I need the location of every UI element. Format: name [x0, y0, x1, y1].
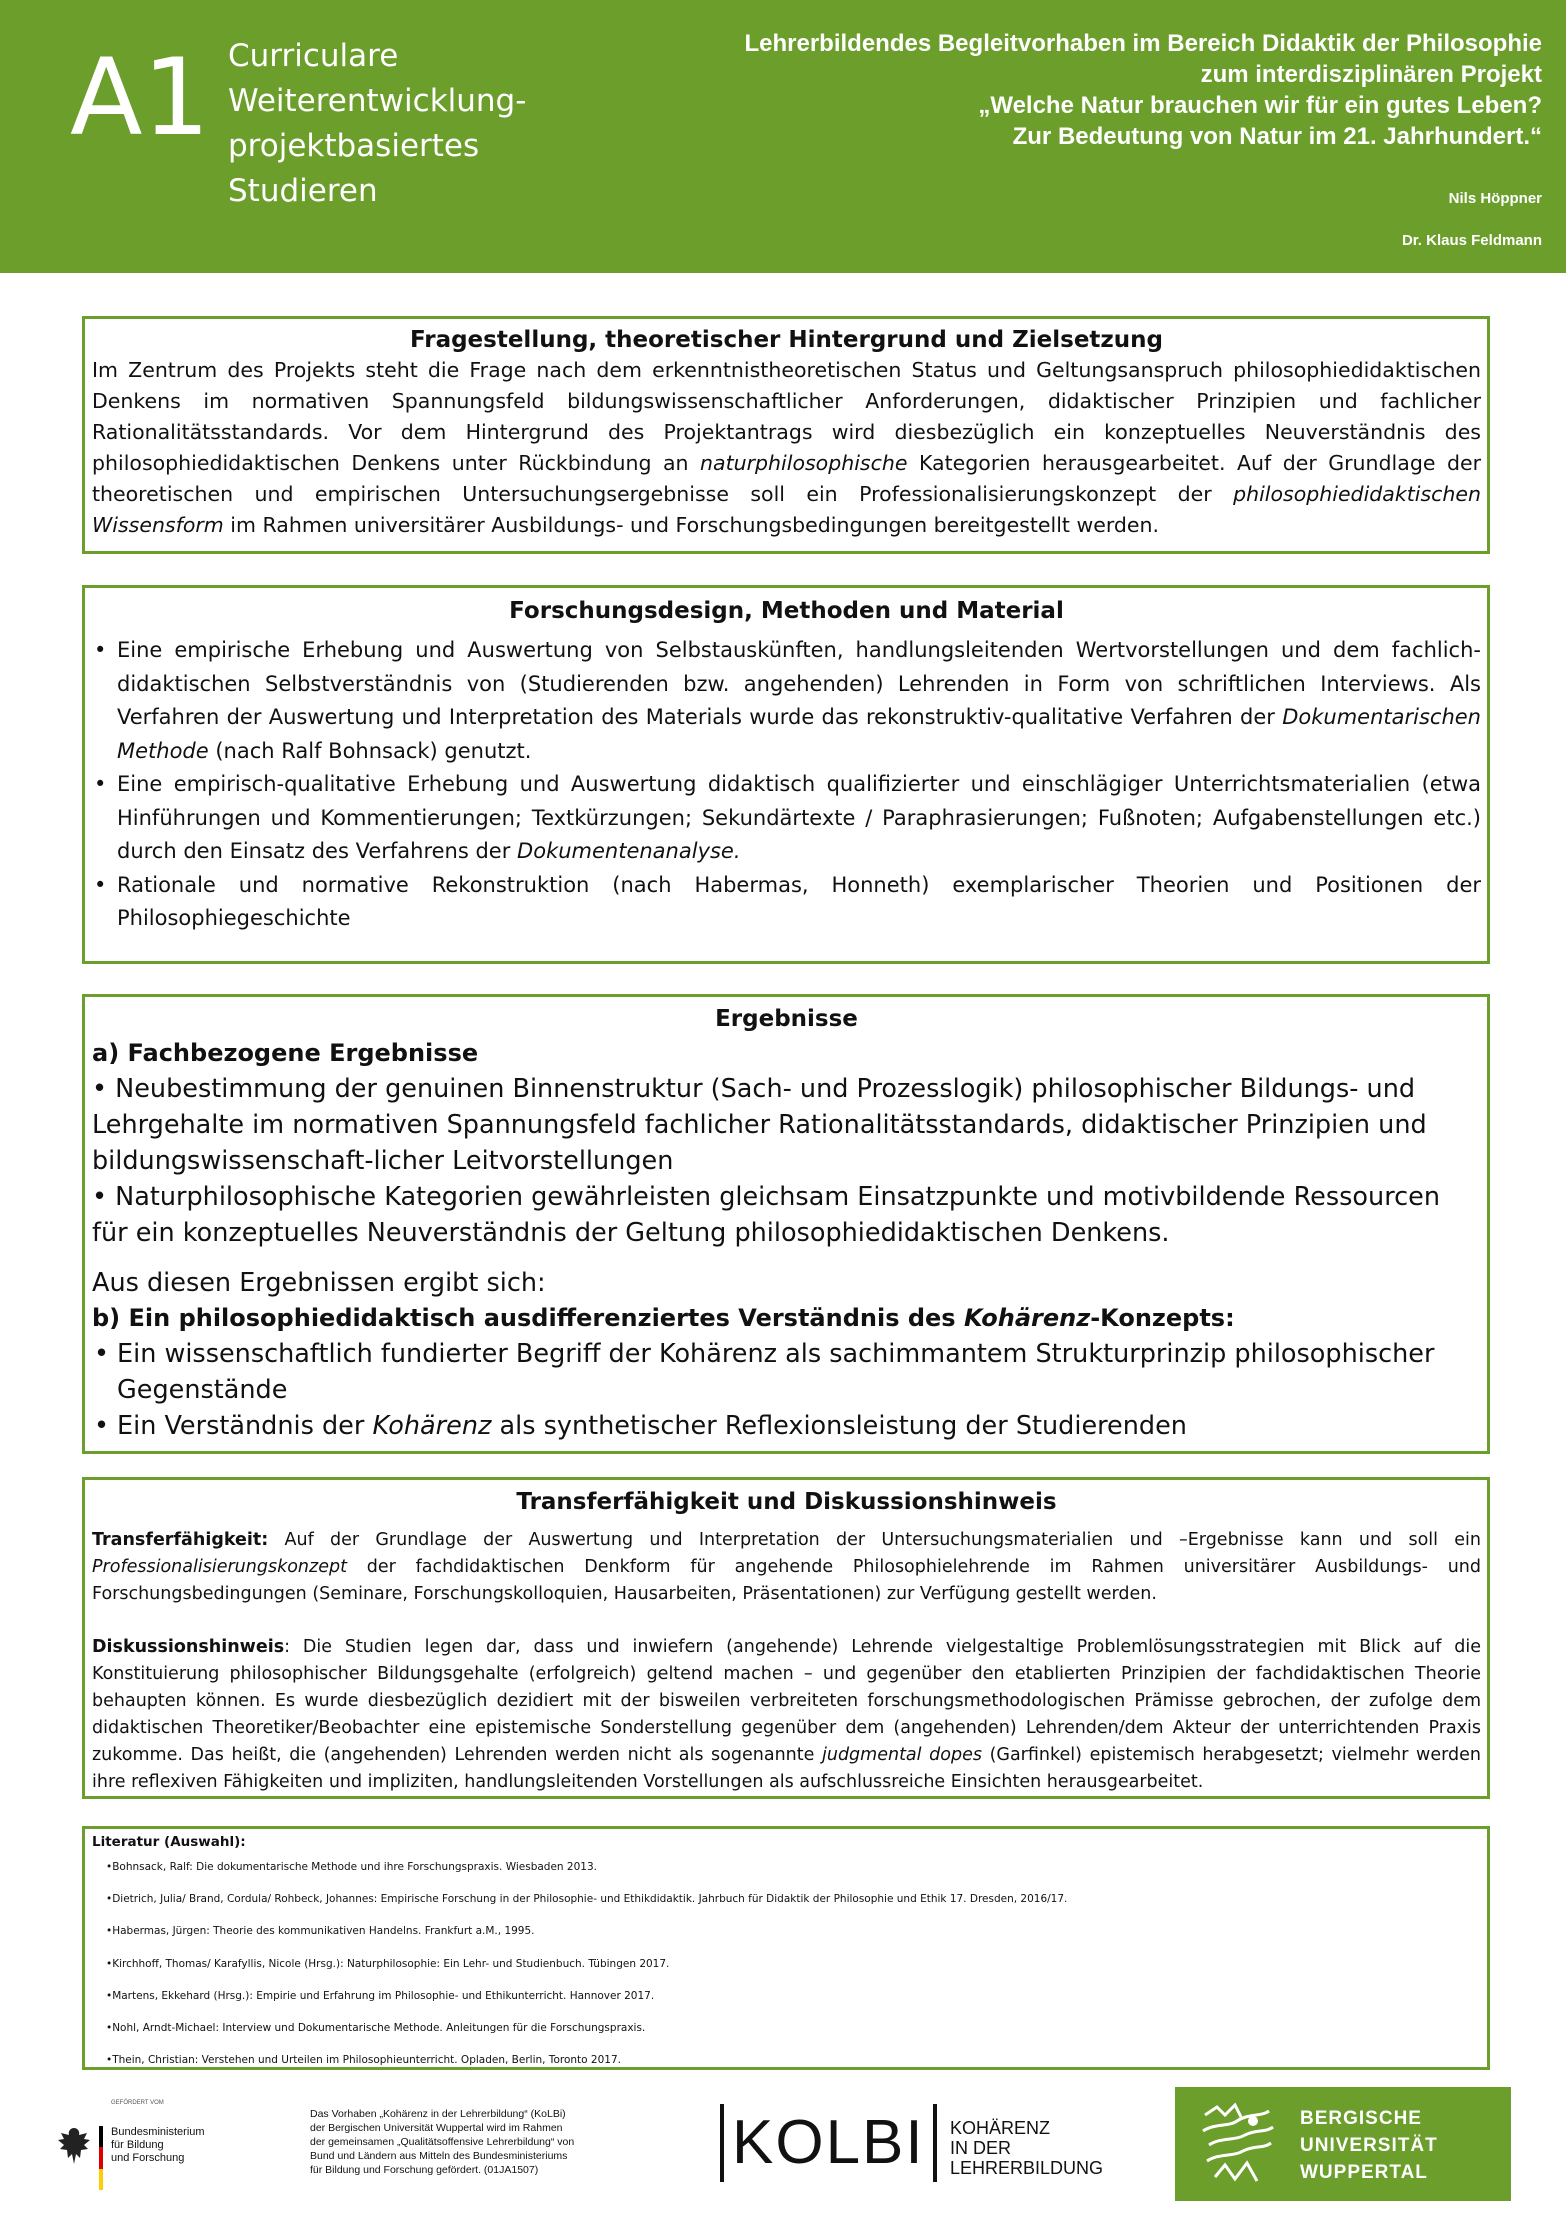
funding-note-line: der Bergischen Universität Wuppertal wird im Rahmen	[310, 2122, 563, 2134]
results-paragraph: • Naturphilosophische Kategorien gewährleisten gleichsam Einsatzpunkte und motivbildende Ressourcen für ein konzeptuelles Neuverständnis der Geltung philosophiedidaktischen Denkens.	[92, 1182, 1440, 1248]
body-text: Ein Verständnis der	[117, 1411, 373, 1441]
literature-item: •Nohl, Arndt-Michael: Interview und Dokumentarische Methode. Anleitungen für die Forschungspraxis.	[106, 2021, 646, 2034]
section-results	[82, 994, 1490, 1454]
body-text: Eine empirische Erhebung und Auswertung von Selbstauskünften, handlungsleitenden Wertvorstellungen und dem fachlich-didaktischen Selbstverständnis von (Studierenden bzw. angehenden) Lehrenden in Form von schriftlichen Interviews. Als Verfahren der Auswertung und Interpretation des Materials wurde das rekonstruktiv-qualitative Verfahren der	[117, 638, 1481, 729]
university-name-line: UNIVERSITÄT	[1300, 2135, 1438, 2156]
kolbi-tagline-line: IN DER	[950, 2138, 1012, 2158]
subtitle-line: projektbasiertes	[228, 128, 480, 164]
subtitle-line: Studieren	[228, 173, 378, 209]
list-item: • Ein wissenschaftlich fundierter Begriff der Kohärenz als sachimmantem Strukturprinzip philosophischer Gegenstände	[92, 1336, 1481, 1408]
body-emphasis: Dokumentarischen Methode	[117, 705, 1481, 763]
kolbi-wordmark: KOLBI	[720, 2104, 937, 2182]
bmbf-name-line: Bundesministerium	[111, 2126, 205, 2138]
section-methods	[82, 585, 1490, 964]
body-text: : Die Studien legen dar, dass und inwiefern (angehende) Lehrende vielgestaltige Problemlösungsstrategien mit Blick auf die Konstituierung philosophischer Bildungsgehalte (erfolgreich) geltend machen – und gegenüber den etablierten Prinzipien der fachdidaktischen Theorie behaupten können. Es wurde diesbezüglich dezidiert mit der bisweilen verbreiteten forschungsmethodologischen Prämisse gebrochen, der zufolge dem didaktischen Theoretiker/Beobachter eine epistemische Sonderstellung gegenüber dem (angehenden) Lehrenden/dem Akteur der unterrichtenden Praxis zukomme. Das heißt, die (angehenden) Lehrenden werden nicht als sogenannte	[92, 1637, 1481, 1765]
german-flag-icon	[99, 2126, 103, 2190]
list-item	[92, 1408, 1481, 1444]
list-item	[92, 634, 1481, 768]
project-title-line: zum interdisziplinären Projekt	[1200, 61, 1542, 88]
section-title: Forschungsdesign, Methoden und Material	[509, 598, 1064, 624]
body-text: Rationale und normative Rekonstruktion (nach Habermas, Honneth) exemplarischer Theorien und Positionen der Philosophiegeschichte	[117, 872, 1481, 930]
section-title: Ergebnisse	[715, 1006, 858, 1032]
project-title-line: Lehrerbildendes Begleitvorhaben im Bereich Didaktik der Philosophie	[744, 30, 1542, 57]
results-subheading	[92, 1301, 1481, 1336]
project-title-line: „Welche Natur brauchen wir für ein gutes Leben?	[978, 92, 1542, 119]
project-title-line: Zur Bedeutung von Natur im 21. Jahrhundert.“	[1012, 123, 1542, 150]
kolbi-tagline-line: KOHÄRENZ	[950, 2118, 1051, 2138]
funding-note-line: für Bildung und Forschung gefördert. (01JA1507)	[310, 2164, 539, 2176]
transfer-paragraph	[92, 1527, 1481, 1608]
bmbf-name-line: und Forschung	[111, 2152, 185, 2164]
body-text: Auf der Grundlage der Auswertung und Interpretation der Untersuchungsmaterialien und –Ergebnisse kann und soll ein	[268, 1530, 1481, 1550]
author-name: Dr. Klaus Feldmann	[1401, 232, 1542, 249]
university-logo	[1175, 2087, 1511, 2201]
literature-list	[92, 1860, 1481, 2067]
header-banner	[0, 0, 1566, 273]
kolbi-logo	[720, 2100, 1104, 2190]
discussion-paragraph	[92, 1634, 1481, 1796]
body-text: Im Zentrum des Projekts steht die Frage nach dem erkenntnistheoretischen Status und Geltungsanspruch philosophiedidaktischen Denkens im normativen Spannungsfeld bildungswissenschaftlicher Anforderungen, didaktischer Prinzipien und fachlicher Rationalitätsstandards. Vor dem Hintergrund des Projektantrags wird diesbezüglich ein konzeptuelles Neuverständnis des philosophiedidaktischen Denkens unter Rückbindung an	[92, 358, 1481, 475]
subtitle-line: Weiterentwicklung-	[228, 83, 527, 119]
literature-item: •Kirchhoff, Thomas/ Karafyllis, Nicole (Hrsg.): Naturphilosophie: Ein Lehr- und Studienbuch. Tübingen 2017.	[106, 1957, 670, 1970]
funding-note-line: Das Vorhaben „Kohärenz in der Lehrerbildung“ (KoLBi)	[310, 2108, 566, 2120]
eagle-icon	[55, 2124, 93, 2168]
results-paragraph: • Neubestimmung der genuinen Binnenstruktur (Sach- und Prozesslogik) philosophischer Bildungs- und Lehrgehalte im normativen Spannungsfeld fachlicher Rationalitätsstandards, didaktischer Prinzipien und bildungswissenschaft-licher Leitvorstellungen	[92, 1074, 1427, 1176]
literature-item: •Thein, Christian: Verstehen und Urteilen im Philosophieunterricht. Opladen, Berlin, Toronto 2017.	[106, 2054, 621, 2067]
project-subtitle	[228, 34, 558, 214]
list-item	[92, 869, 1481, 936]
section-title: Fragestellung, theoretischer Hintergrund und Zielsetzung	[409, 327, 1164, 353]
bmbf-funded-label: GEFÖRDERT VOM	[111, 2100, 164, 2106]
section-question	[82, 316, 1490, 554]
subtitle-line: Curriculare	[228, 38, 399, 74]
body-emphasis: Kohärenz	[372, 1411, 492, 1441]
body-emphasis: philosophiedidaktischen Wissensform	[92, 482, 1481, 537]
funding-note-line: der gemeinsamen „Qualitätsoffensive Lehrerbildung“ von	[310, 2136, 575, 2148]
subheading-text: -Konzepts:	[1090, 1304, 1235, 1332]
literature-title: Literatur (Auswahl):	[92, 1834, 246, 1850]
results-lead: Aus diesen Ergebnissen ergibt sich:	[92, 1268, 546, 1298]
paragraph-label: Diskussionshinweis	[92, 1637, 285, 1657]
section-title: Transferfähigkeit und Diskussionshinweis	[516, 1489, 1057, 1515]
bmbf-name	[111, 2126, 205, 2165]
bmbf-name-line: für Bildung	[111, 2139, 164, 2151]
body-emphasis: naturphilosophische	[700, 451, 908, 475]
bmbf-logo	[55, 2100, 225, 2190]
paragraph-label: Transferfähigkeit:	[92, 1530, 269, 1550]
section-literature	[82, 1826, 1490, 2070]
university-name-line: BERGISCHE	[1300, 2108, 1422, 2129]
subheading-emphasis: Kohärenz	[963, 1304, 1091, 1332]
project-code: A1	[70, 36, 210, 159]
results-subheading: a) Fachbezogene Ergebnisse	[92, 1039, 479, 1067]
literature-item: •Dietrich, Julia/ Brand, Cordula/ Rohbeck, Johannes: Empirische Forschung in der Philosophie- und Ethikdidaktik. Jahrbuch für Didaktik der Philosophie und Ethik 17. Dresden, 2016/17.	[106, 1893, 1068, 1906]
project-title	[582, 28, 1542, 152]
section-body	[92, 355, 1481, 541]
section-transfer	[82, 1477, 1490, 1799]
body-text: Eine empirisch-qualitative Erhebung und Auswertung didaktisch qualifizierter und einschlägiger Unterrichtsmaterialien (etwa Hinführungen und Kommentierungen; Textkürzungen; Sekundärtexte / Paraphrasierungen; Fußnoten; Aufgabenstellungen etc.) durch den Einsatz des Verfahrens der	[117, 772, 1481, 863]
author-name: Nils Höppner	[1448, 190, 1542, 207]
body-emphasis: Dokumentenanalyse.	[517, 839, 741, 863]
body-text: als synthetischer Reflexionsleistung der Studierenden	[491, 1411, 1187, 1441]
body-text: der fachdidaktischen Denkform für angehende Philosophielehrende im Rahmen universitärer Ausbildungs- und Forschungsbedingungen (Seminare, Forschungskolloquien, Hausarbeiten, Präsentationen) zur Verfügung gestellt werden.	[92, 1557, 1481, 1604]
subheading-text: b) Ein philosophiedidaktisch ausdifferenziertes Verständnis des	[92, 1304, 964, 1332]
body-emphasis: Professionalisierungskonzept	[92, 1557, 347, 1577]
literature-item: •Bohnsack, Ralf: Die dokumentarische Methode und ihre Forschungspraxis. Wiesbaden 2013.	[106, 1861, 597, 1873]
body-text: Kategorien herausgearbeitet. Auf der Grundlage der theoretischen und empirischen Untersuchungsergebnisse soll ein Professionalisierungskonzept der	[92, 451, 1481, 506]
results-list	[92, 1336, 1481, 1444]
funding-note	[310, 2107, 620, 2177]
list-item	[92, 768, 1481, 869]
kolbi-tagline	[950, 2118, 1103, 2178]
body-text: (nach Ralf Bohnsack) genutzt.	[208, 738, 532, 763]
body-text: im Rahmen universitärer Ausbildungs- und Forschungsbedingungen bereitgestellt werden.	[223, 513, 1160, 537]
literature-item: •Habermas, Jürgen: Theorie des kommunikativen Handelns. Frankfurt a.M., 1995.	[106, 1925, 535, 1938]
body-text: (Garfinkel) epistemisch herabgesetzt; vielmehr werden ihre reflexiven Fähigkeiten und impliziten, handlungsleitenden Vorstellungen als aufschlussreiche Einsichten herausgearbeitet.	[92, 1745, 1481, 1792]
lion-emblem-icon	[1195, 2101, 1279, 2187]
university-name-line: WUPPERTAL	[1300, 2162, 1428, 2183]
kolbi-tagline-line: LEHRERBILDUNG	[950, 2158, 1104, 2178]
body-emphasis: judgmental dopes	[822, 1745, 982, 1765]
literature-item: •Martens, Ekkehard (Hrsg.): Empirie und Erfahrung im Philosophie- und Ethikunterricht. Hannover 2017.	[106, 1989, 655, 2002]
funding-note-line: Bund und Ländern aus Mitteln des Bundesministeriums	[310, 2150, 568, 2162]
university-name	[1300, 2105, 1438, 2186]
methods-list	[92, 634, 1481, 936]
